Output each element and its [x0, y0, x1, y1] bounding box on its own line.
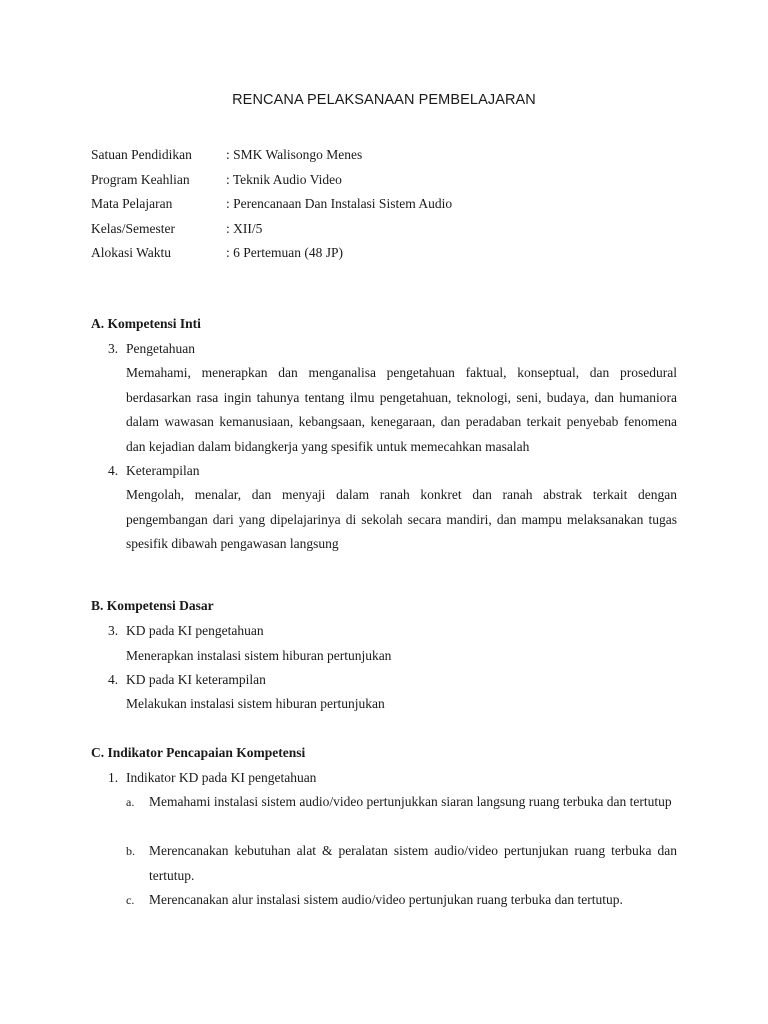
info-label: Satuan Pendidikan: [91, 147, 192, 162]
identity-table: [91, 143, 691, 266]
list-number: 1.: [108, 770, 119, 785]
section-title-indikator: C. Indikator Pencapaian Kompetensi: [91, 745, 306, 760]
sub-list-text: Merencanakan alur instalasi sistem audio/video pertunjukan ruang terbuka dan tertutup.: [149, 892, 623, 907]
document-title: RENCANA PELAKSANAAN PEMBELAJARAN: [232, 92, 536, 108]
info-label: Kelas/Semester: [91, 220, 175, 236]
list-item-label: Indikator KD pada KI pengetahuan: [126, 770, 317, 785]
list-item-text: Menerapkan instalasi sistem hiburan pertunjukan: [126, 648, 392, 663]
info-row-mapel: [91, 192, 691, 217]
info-label: Mata Pelajaran: [91, 196, 173, 211]
info-row-kelas: [91, 217, 691, 242]
list-item-text: Melakukan instalasi sistem hiburan pertunjukan: [126, 696, 385, 711]
info-label: Alokasi Waktu: [91, 245, 172, 260]
list-item-label: Keterampilan: [126, 463, 200, 478]
info-row-program: [91, 168, 691, 193]
info-row-alokasi: [91, 241, 691, 266]
paragraph-keterampilan: Mengolah, menalar, dan menyaji dalam ranah konkret dan ranah abstrak terkait dengan pengembangan dari yang dipelajarinya di sekolah secara mandiri, dan mampu melaksanakan tugas spesifik dibawah pengawasan langsung: [126, 487, 677, 551]
list-number: 4.: [108, 672, 119, 687]
info-value: : SMK Walisongo Menes: [226, 147, 363, 162]
sub-list-letter: a.: [126, 795, 135, 809]
sub-list-text: Memahami instalasi sistem audio/video pertunjukkan siaran langsung ruang terbuka dan tertutup: [149, 794, 672, 809]
sub-list-letter: c.: [126, 893, 135, 907]
info-row-satuan: [91, 143, 691, 168]
list-item-label: Pengetahuan: [126, 341, 195, 356]
info-value: : 6 Pertemuan (48 JP): [226, 245, 343, 260]
list-item-label: KD pada KI pengetahuan: [126, 623, 264, 638]
paragraph-pengetahuan: Memahami, menerapkan dan menganalisa pengetahuan faktual, konseptual, dan prosedural berdasarkan rasa ingin tahunya tentang ilmu pengetahuan, teknologi, seni, budaya, dan humaniora dalam wawasan kemanusiaan, kebangsaan, kenegaraan, dan peradaban terkait penyebab fenomena dan kejadian dalam bidangkerja yang spesifik untuk memecahkan masalah: [126, 365, 677, 454]
list-number: 4.: [108, 463, 119, 478]
sub-list-letter: b.: [126, 844, 135, 858]
info-value: : Teknik Audio Video: [226, 171, 342, 187]
info-value: : Perencanaan Dan Instalasi Sistem Audio: [226, 196, 453, 211]
info-label: Program Keahlian: [91, 171, 190, 187]
section-title-kompetensi-inti: A. Kompetensi Inti: [91, 316, 201, 331]
info-value: : XII/5: [226, 220, 263, 236]
list-item-label: KD pada KI keterampilan: [126, 672, 266, 687]
section-title-kompetensi-dasar: B. Kompetensi Dasar: [91, 598, 214, 613]
list-number: 3.: [108, 623, 119, 638]
sub-list-text: Merencanakan kebutuhan alat & peralatan sistem audio/video pertunjukan ruang terbuka dan tertutup.: [149, 843, 677, 883]
list-number: 3.: [108, 341, 119, 356]
